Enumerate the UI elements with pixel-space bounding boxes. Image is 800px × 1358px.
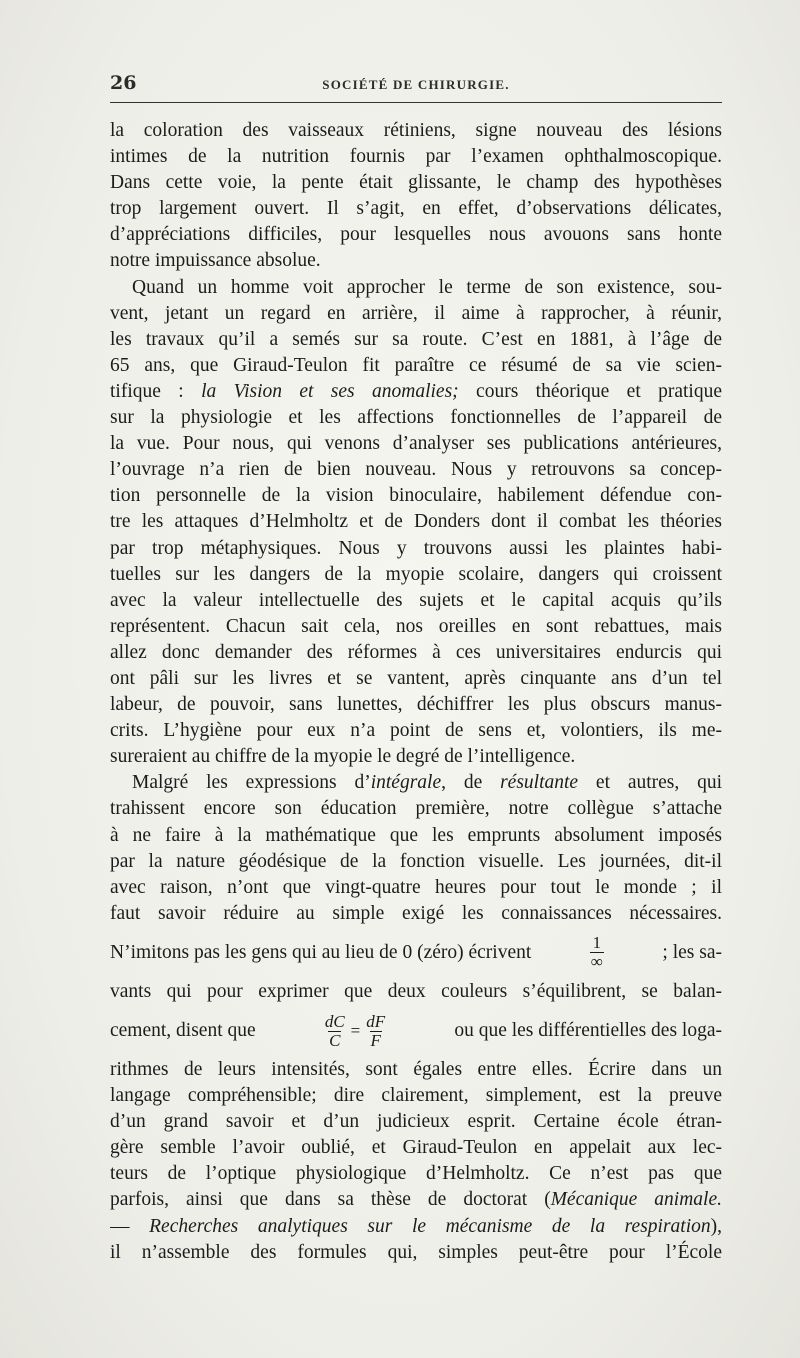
text-line [110, 770, 722, 796]
text-line: représentent. Chacun sait cela, nos oreilles en sont rebattues, mais [110, 615, 722, 637]
fraction-one-over-infinity [590, 934, 604, 971]
fraction-denominator: F [370, 1030, 381, 1050]
text-line: langage compréhensible; dire clairement, simplement, est la preuve [110, 1085, 722, 1107]
text-line [110, 1214, 722, 1240]
book-title: Recherches analytiques sur le mécanisme de la respiration [149, 1215, 711, 1237]
text-line: avec la valeur intellectuelle des sujets et le capital acquis qu’ils [110, 589, 722, 611]
body-text [110, 118, 722, 1266]
text-line: trop largement ouvert. Il s’agit, en effet, d’observations délicates, [110, 198, 722, 220]
text-line [110, 379, 722, 405]
text-line: la vue. Pour nous, qui venons d’analyser ses publications antérieures, [110, 433, 722, 455]
text-line: rithmes de leurs intensités, sont égales entre elles. Écrire dans un [110, 1059, 722, 1080]
text-line: les travaux qu’il a semés sur sa route. C’est en 1881, à l’âge de [110, 328, 722, 350]
text-line: par la nature géodésique de la fonction visuelle. Les journées, dit-il [110, 850, 722, 872]
text-line: tre les attaques d’Helmholtz et de Donders dont il combat les théories [110, 511, 722, 533]
text-line: notre impuissance absolue. [110, 250, 321, 272]
text-segment: ), [710, 1215, 722, 1237]
text-line: avec raison, n’ont que vingt-quatre heures pour tout le monde ; il [110, 876, 722, 898]
text-segment: , de [441, 772, 501, 794]
fraction-denominator: ∞ [590, 952, 603, 972]
fraction-dc-over-c [324, 1013, 346, 1050]
text-line: crits. L’hygiène pour eux n’a point de sens et, volontiers, ils me- [110, 720, 722, 742]
text-segment: cement, disent que [110, 1020, 256, 1041]
text-line: trahissent encore son éducation première, notre collègue s’attache [110, 798, 722, 820]
text-line: vants qui pour exprimer que deux couleurs s’équilibrent, se balan- [110, 980, 722, 1002]
equals-sign: = [350, 1021, 361, 1040]
text-line: d’un grand savoir et d’un judicieux esprit. Certaine école étran- [110, 1111, 722, 1133]
text-segment: ou que les différentielles des loga- [454, 1020, 722, 1041]
book-title: Mécanique animale. [550, 1189, 722, 1211]
italic-term: résultante [500, 772, 579, 794]
text-line: intimes de la nutrition fournis par l’examen ophthalmoscopique. [110, 146, 722, 168]
header-rule [110, 102, 722, 103]
fraction-denominator: C [329, 1030, 341, 1050]
text-segment: cours théorique et pratique [458, 380, 722, 402]
text-line-with-equation [110, 1011, 722, 1051]
page-header [110, 72, 722, 100]
book-title: la Vision et ses anomalies; [201, 380, 459, 402]
text-line: tuelles sur les dangers de la myopie scolaire, dangers qui croissent [110, 563, 722, 585]
text-line: sureraient au chiffre de la myopie le degré de l’intelligence. [110, 746, 576, 768]
page-number: 26 [110, 72, 137, 94]
text-line: ont pâli sur les livres et se vantent, après cinquante ans d’un tel [110, 667, 722, 689]
text-segment: ; les sa- [662, 941, 722, 963]
text-line: faut savoir réduire au simple exigé les connaissances nécessaires. [110, 902, 722, 924]
equation [321, 1013, 389, 1050]
text-line: à ne faire à la mathématique que les emprunts absolument imposés [110, 824, 722, 846]
italic-term: intégrale [370, 772, 442, 794]
text-segment: N’imitons pas les gens qui au lieu de 0 (zéro) écrivent [110, 941, 532, 963]
text-segment: parfois, ainsi que dans sa thèse de doctorat ( [110, 1189, 551, 1211]
text-segment: tifique : [110, 380, 202, 402]
text-line: Dans cette voie, la pente était glissante, le champ des hypothèses [110, 172, 722, 194]
fraction-numerator: dF [366, 1011, 386, 1031]
fraction-numerator: 1 [592, 933, 602, 953]
text-line: sur la physiologie et les affections fonctionnelles de l’appareil de [110, 407, 722, 429]
text-line: allez donc demander des réformes à ces universitaires endurcis qui [110, 641, 722, 663]
text-line: il n’assemble des formules qui, simples peut-être pour l’École [110, 1241, 722, 1263]
text-line: labeur, de pouvoir, sans lunettes, déchiffrer les plus obscurs manus- [110, 694, 722, 716]
text-line: Quand un homme voit approcher le terme de son existence, sou- [132, 276, 722, 298]
text-line: teurs de l’optique physiologique d’Helmholtz. Ce n’est pas que [110, 1163, 722, 1185]
running-head: SOCIÉTÉ DE CHIRURGIE. [322, 77, 510, 92]
text-line: la coloration des vaisseaux rétiniens, signe nouveau des lésions [110, 120, 722, 141]
text-line [110, 1187, 722, 1213]
text-line-with-fraction [110, 933, 722, 973]
text-segment: et autres, qui [578, 772, 722, 794]
text-line: 65 ans, que Giraud-Teulon fit paraître ce résumé de sa vie scien- [110, 354, 722, 376]
text-line: gère semble l’avoir oublié, et Giraud-Teulon en appelait aux lec- [110, 1137, 722, 1159]
text-segment: — [110, 1215, 150, 1237]
text-line: l’ouvrage n’a rien de bien nouveau. Nous y retrouvons sa concep- [110, 459, 722, 481]
text-line: par trop métaphysiques. Nous y trouvons aussi les plaintes habi- [110, 537, 722, 559]
text-line: tion personnelle de la vision binoculaire, habilement défendue con- [110, 485, 722, 507]
text-line: vent, jetant un regard en arrière, il aime à rapprocher, à réunir, [110, 302, 722, 324]
text-line: d’appréciations difficiles, pour lesquelles nous avouons sans honte [110, 224, 722, 246]
fraction-numerator: dC [324, 1011, 345, 1031]
fraction-df-over-f [365, 1013, 386, 1050]
text-segment: Malgré les expressions d’ [132, 772, 371, 794]
